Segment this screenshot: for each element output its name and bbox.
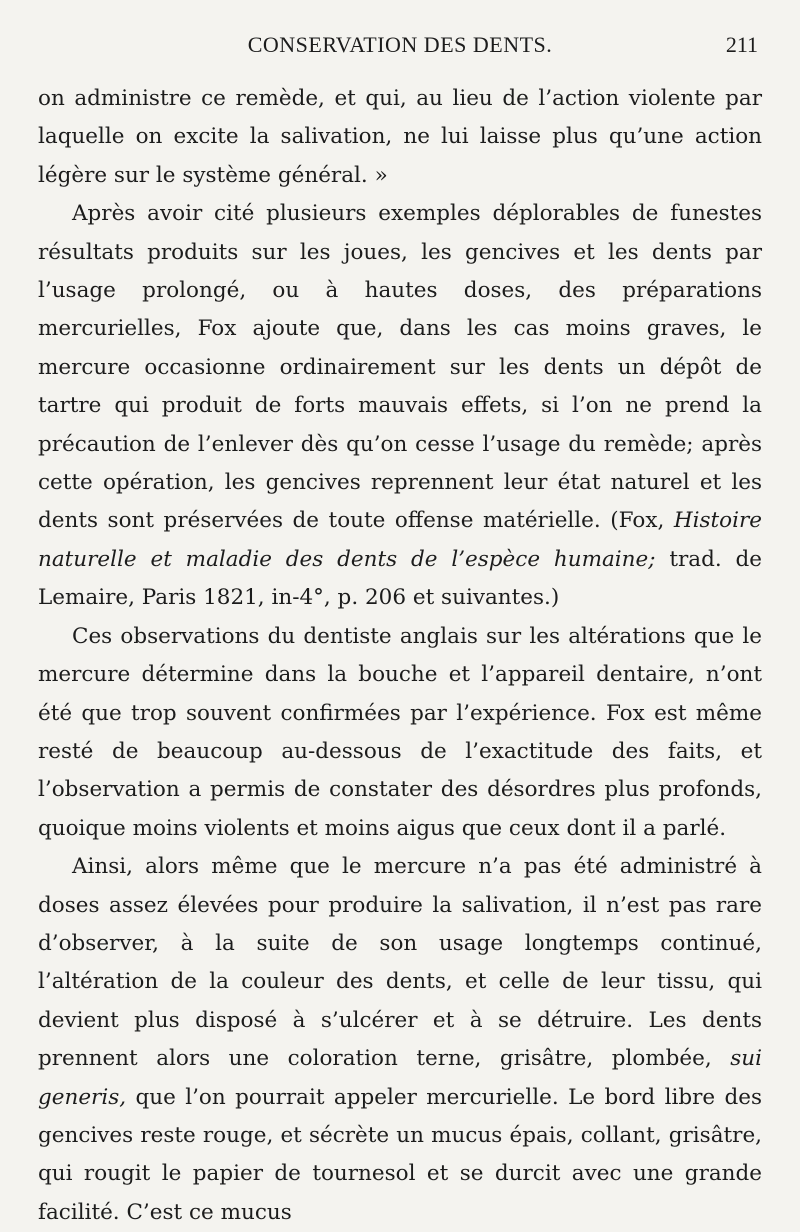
running-title: CONSERVATION DES DENTS. <box>247 32 553 57</box>
page-number: 211 <box>725 32 758 57</box>
italic-book-title: Histoire naturelle et maladie des dents de l’espèce humaine; <box>38 508 762 572</box>
italic-phrase: sui generis, <box>38 1046 762 1110</box>
paragraph <box>38 195 762 617</box>
body-text <box>38 80 762 1232</box>
text-run: Après avoir cité plusieurs exemples déplorables de funestes résultats produits sur les joues, les gencives et les dents par l’usage prolongé, ou à hautes doses, des préparations mercurielles, Fox ajoute que, dans les cas moins graves, le mercure occasionne ordinairement sur les dents un dépôt de tartre qui produit de forts mauvais effets, si l’on ne prend la précaution de l’enlever dès qu’on cesse l’usage du remède; après cette opération, les gencives reprennent leur état naturel et les dents sont préservées de toute offense matérielle. (Fox, <box>38 201 762 534</box>
text-run: on administre ce remède, et qui, au lieu de l’action violente par laquelle on excite la salivation, ne lui laisse plus qu’une action légère sur le système général. » <box>38 86 762 188</box>
text-run: trad. de Lemaire, Paris 1821, in-4°, p. 206 et suivantes.) <box>38 546 762 611</box>
paragraph <box>38 618 762 848</box>
running-head <box>38 30 762 64</box>
text-run: Ces observations du dentiste anglais sur les altérations que le mercure détermine dans la bouche et l’appareil dentaire, n’ont été que trop souvent confirmées par l’expérience. Fox est même resté de beaucoup au-dessous de l’exactitude des faits, et l’observation a permis de constater des désordres plus profonds, quoique moins violents et moins aigus que ceux dont il a parlé. <box>38 623 762 841</box>
text-run: que l’on pourrait appeler mercurielle. Le bord libre des gencives reste rouge, et sécrète un mucus épais, collant, grisâtre, qui rougit le papier de tournesol et se durcit avec une grande facilité. C’est ce mucus <box>38 1084 762 1225</box>
paragraph <box>38 80 762 195</box>
paragraph <box>38 848 762 1232</box>
text-run: Ainsi, alors même que le mercure n’a pas été administré à doses assez élevées pour produire la salivation, il n’est pas rare d’observer, à la suite de son usage longtemps continué, l’altération de la couleur des dents, et celle de leur tissu, qui devient plus disposé à s’ulcérer et à se détruire. Les dents prennent alors une coloration terne, grisâtre, plombée, <box>38 854 762 1072</box>
